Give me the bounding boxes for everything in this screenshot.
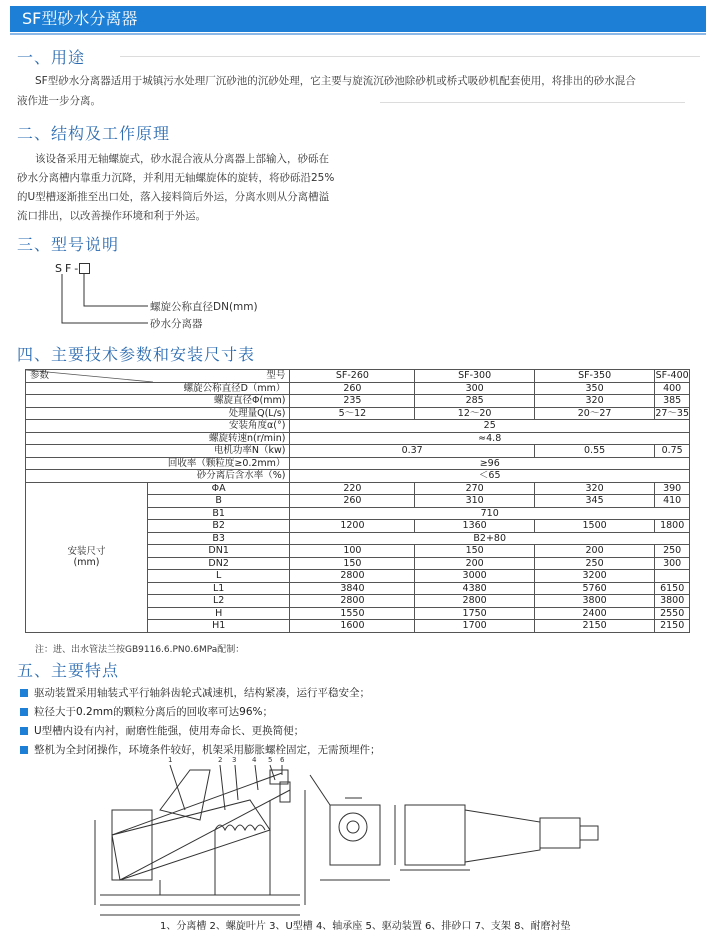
install-sub-label: H1: [147, 620, 290, 633]
cell-value: 260: [290, 382, 415, 395]
header-model-4: SF-400: [655, 370, 689, 382]
cell-value: 3800: [655, 595, 690, 608]
row-label: 螺旋公称直径D（mm）: [26, 382, 290, 395]
cell-value: 390: [655, 482, 690, 495]
cell-value: 12～20: [415, 407, 534, 420]
drawing-caption: 1、分离槽 2、螺旋叶片 3、U型槽 4、轴承座 5、驱动装置 6、排砂口 7、支架 8、耐磨衬垫: [160, 921, 571, 932]
cell-value: 2550: [655, 607, 690, 620]
cell-value: 1500: [534, 520, 654, 533]
cell-value: 3800: [534, 595, 654, 608]
page-title: SF型砂水分离器: [22, 9, 138, 28]
cell-value: 350: [534, 382, 654, 395]
cell-value: 385: [655, 395, 690, 408]
row-label: 砂分离后含水率（%): [26, 470, 290, 483]
cell-value: 710: [290, 507, 690, 520]
cell-value: 2400: [534, 607, 654, 620]
cell-value: 270: [415, 482, 534, 495]
usage-line-2: 液作进一步分离。: [17, 95, 101, 107]
row-label: 安装角度α(°): [26, 420, 290, 433]
cell-value: ≈4.8: [290, 432, 690, 445]
cell-value: 200: [415, 557, 534, 570]
cell-value: 25: [290, 420, 690, 433]
cell-value: 1600: [290, 620, 415, 633]
cell-value: 3200: [534, 570, 654, 583]
model-code: SF-: [55, 262, 82, 275]
row-label: 回收率（颗粒度≥0.2mm）: [26, 457, 290, 470]
row-label: 处理量Q(L/s): [26, 407, 290, 420]
cell-value: 235: [290, 395, 415, 408]
cell-value: 0.37: [290, 445, 534, 458]
cell-value: 0.75: [655, 445, 690, 458]
part-number: 4: [252, 756, 257, 764]
model-label-dn: 螺旋公称直径DN(mm): [150, 301, 258, 313]
row-label: 螺旋直径Φ(mm): [26, 395, 290, 408]
cell-value: 300: [415, 382, 534, 395]
cell-value: 5～12: [290, 407, 415, 420]
structure-line-3: 的U型槽逐渐推至出口处，落入接料筒后外运，分离水则从分离槽溢: [17, 191, 330, 203]
cell-value: 410: [655, 495, 690, 508]
cell-value: 0.55: [534, 445, 654, 458]
install-sub-label: B3: [147, 532, 290, 545]
cell-value: 4380: [415, 582, 534, 595]
install-sub-label: L: [147, 570, 290, 583]
install-sub-label: L1: [147, 582, 290, 595]
cell-value: 250: [534, 557, 654, 570]
install-sub-label: B1: [147, 507, 290, 520]
cell-value: 3840: [290, 582, 415, 595]
cell-value: 150: [290, 557, 415, 570]
cell-value: 200: [534, 545, 654, 558]
cell-value: 1360: [415, 520, 534, 533]
part-number: 2: [218, 756, 223, 764]
cell-value: 320: [534, 482, 654, 495]
cell-value: 1800: [655, 520, 690, 533]
install-sub-label: H: [147, 607, 290, 620]
install-sub-label: ΦA: [147, 482, 290, 495]
cell-value: 6150: [655, 582, 690, 595]
install-label-line: (mm): [73, 557, 100, 568]
part-number: 6: [280, 756, 285, 764]
header-model-2: SF-300: [415, 370, 534, 383]
cell-value: 310: [415, 495, 534, 508]
install-sub-label: DN1: [147, 545, 290, 558]
part-number: 1: [168, 756, 173, 764]
cell-value: 2800: [290, 595, 415, 608]
heading-usage: 一、用途: [17, 48, 86, 67]
cell-value: ≥96: [290, 457, 690, 470]
cell-value: 27～35: [655, 407, 689, 419]
cell-value: 345: [534, 495, 654, 508]
header-model: 型号: [266, 370, 286, 381]
cell-value: 1750: [415, 607, 534, 620]
row-label: 螺旋转速n(r/min): [26, 432, 290, 445]
header-param: 参数: [30, 370, 50, 381]
feature-item: 整机为全封闭操作，环境条件较好，机架采用膨胀螺栓固定，无需预埋件；: [20, 742, 381, 757]
feature-item: 驱动装置采用轴装式平行轴斜齿轮式减速机，结构紧凑，运行平稳安全；: [20, 685, 370, 700]
cell-value: 2800: [290, 570, 415, 583]
feature-item: 粒径大于0.2mm的颗粒分离后的回收率可达96%；: [20, 704, 273, 719]
cell-value: B2+80: [290, 532, 690, 545]
cell-value: 1200: [290, 520, 415, 533]
cell-value: 400: [655, 382, 690, 395]
cell-value: 100: [290, 545, 415, 558]
heading-model: 三、型号说明: [17, 235, 120, 254]
cell-value: 320: [534, 395, 654, 408]
feature-item: U型槽内设有内衬，耐磨性能强，使用寿命长、更换简便；: [20, 723, 304, 738]
heading-specs: 四、主要技术参数和安装尺寸表: [17, 345, 256, 364]
structure-line-1: 该设备采用无轴螺旋式，砂水混合液从分离器上部输入，砂砾在: [35, 153, 329, 165]
cell-value: 3000: [415, 570, 534, 583]
install-sub-label: L2: [147, 595, 290, 608]
structure-line-4: 流口排出，以改善操作环境和利于外运。: [17, 210, 206, 222]
install-label-line: 安装尺寸: [67, 546, 106, 557]
cell-value: 260: [290, 495, 415, 508]
cell-value: 1700: [415, 620, 534, 633]
table-note: 注：进、出水管法兰按GB9116.6.PN0.6MPa配制：: [35, 645, 245, 655]
heading-structure: 二、结构及工作原理: [17, 124, 171, 143]
cell-value: 1550: [290, 607, 415, 620]
part-number: 5: [268, 756, 273, 764]
cell-value: 220: [290, 482, 415, 495]
cell-value: 5760: [534, 582, 654, 595]
structure-line-2: 砂水分离槽内靠重力沉降，并利用无轴螺旋体的旋转，将砂砾沿25%: [17, 172, 335, 184]
install-sub-label: B2: [147, 520, 290, 533]
row-label: 电机功率N（kw): [26, 445, 290, 458]
cell-value: 2800: [415, 595, 534, 608]
header-model-3: SF-350: [534, 370, 654, 383]
header-model-1: SF-260: [290, 370, 415, 383]
cell-value: 250: [655, 545, 690, 558]
usage-line-1: SF型砂水分离器适用于城镇污水处理厂沉砂池的沉砂处理，它主要与旋流沉砂池除砂机或桥式吸砂机配套使用，将排出的砂水混合: [35, 75, 636, 87]
install-sub-label: DN2: [147, 557, 290, 570]
cell-value: 285: [415, 395, 534, 408]
cell-value: 2150: [655, 620, 690, 633]
model-label-name: 砂水分离器: [150, 318, 203, 330]
cell-value: 300: [655, 557, 690, 570]
cell-value: 150: [415, 545, 534, 558]
cell-value: 2150: [534, 620, 654, 633]
cell-value: ＜65: [290, 470, 690, 483]
part-number: 3: [232, 756, 237, 764]
cell-value: 20～27: [534, 407, 654, 420]
install-sub-label: B: [147, 495, 290, 508]
heading-features: 五、主要特点: [17, 661, 120, 680]
